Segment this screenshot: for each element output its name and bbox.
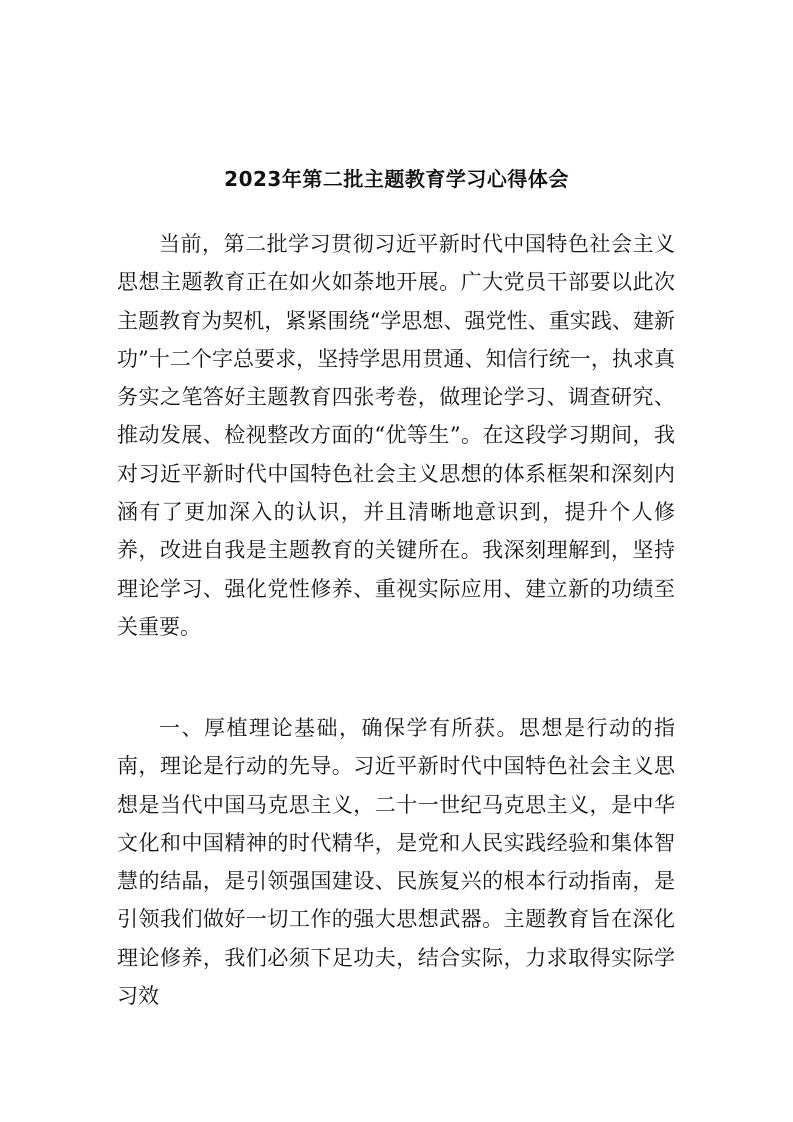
paragraph-section-one: 一、厚植理论基础，确保学有所获。思想是行动的指南，理论是行动的先导。习近平新时代中国特色社会主义思想是当代中国马克思主义，二十一世纪马克思主义，是中华文化和中国精神的时代精华，是党和人民实践经验和集体智慧的结晶，是引领强国建设、民族复兴的根本行动指南，是引领我们做好一切工作的强大思想武器。主题教育旨在深化理论修养，我们必须下足功夫，结合实际，力求取得实际学习效 (117, 716, 675, 1009)
document-title: 2023年第二批主题教育学习心得体会 (224, 167, 569, 191)
paragraph-intro: 当前，第二批学习贯彻习近平新时代中国特色社会主义思想主题教育正在如火如荼地开展。广大党员干部要以此次主题教育为契机，紧紧围绕“学思想、强党性、重实践、建新功”十二个字总要求，坚持学思用贯通、知信行统一，执求真务实之笔答好主题教育四张考卷，做理论学习、调查研究、推动发展、检视整改方面的“优等生”。在这段学习期间，我对习近平新时代中国特色社会主义思想的体系框架和深刻内涵有了更加深入的认识，并且清晰地意识到，提升个人修养，改进自我是主题教育的关键所在。我深刻理解到，坚持理论学习、强化党性修养、重视实际应用、建立新的功绩至关重要。 (117, 232, 675, 639)
